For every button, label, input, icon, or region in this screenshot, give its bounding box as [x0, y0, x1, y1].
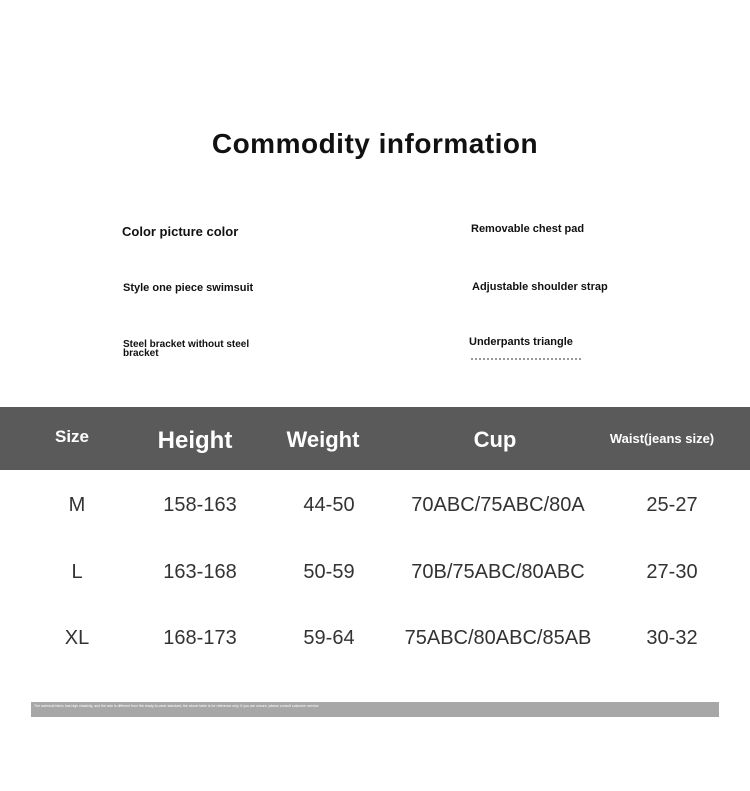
cell-height: 168-173: [163, 627, 237, 649]
page-title: Commodity information: [211, 128, 539, 159]
size-table-header: [0, 407, 750, 470]
attr-chest-pad: Removable chest pad: [471, 223, 585, 235]
attr-color: Color picture color: [122, 224, 239, 239]
cropped-text-remnant: [471, 358, 581, 363]
cell-cup: 75ABC/80ABC/85AB: [404, 627, 592, 649]
cell-waist: 30-32: [646, 627, 698, 649]
cell-waist: 25-27: [646, 494, 698, 516]
cell-weight: 44-50: [303, 494, 355, 516]
header-size: Size: [54, 427, 90, 446]
cell-size: XL: [64, 627, 90, 649]
header-weight: Weight: [286, 427, 360, 452]
attr-shoulder-strap: Adjustable shoulder strap: [472, 281, 608, 293]
footnote-bar: [31, 702, 719, 717]
header-height: Height: [157, 427, 233, 454]
cell-height: 163-168: [163, 561, 237, 583]
footnote-text: The swimsuit fabric has high elasticity, and the size is different from the ready-to-wear standard; the above table is for reference only. If you are unsure, please consult customer service.: [34, 704, 320, 708]
cell-size: M: [68, 494, 86, 516]
table-row: [0, 552, 750, 592]
table-row: [0, 618, 750, 658]
cell-cup: 70ABC/75ABC/80A: [411, 494, 585, 516]
cell-size: L: [71, 561, 83, 583]
attr-underpants: Underpants triangle: [469, 336, 573, 348]
cell-cup: 70B/75ABC/80ABC: [411, 561, 585, 583]
cell-waist: 27-30: [646, 561, 698, 583]
table-row: [0, 485, 750, 525]
header-waist: Waist(jeans size): [609, 431, 715, 446]
attr-steel-bracket: Steel bracket without steel bracket: [123, 339, 250, 359]
cell-weight: 50-59: [303, 561, 355, 583]
cell-weight: 59-64: [303, 627, 355, 649]
header-cup: Cup: [473, 427, 517, 452]
cell-height: 158-163: [163, 494, 237, 516]
attr-style: Style one piece swimsuit: [123, 282, 254, 294]
